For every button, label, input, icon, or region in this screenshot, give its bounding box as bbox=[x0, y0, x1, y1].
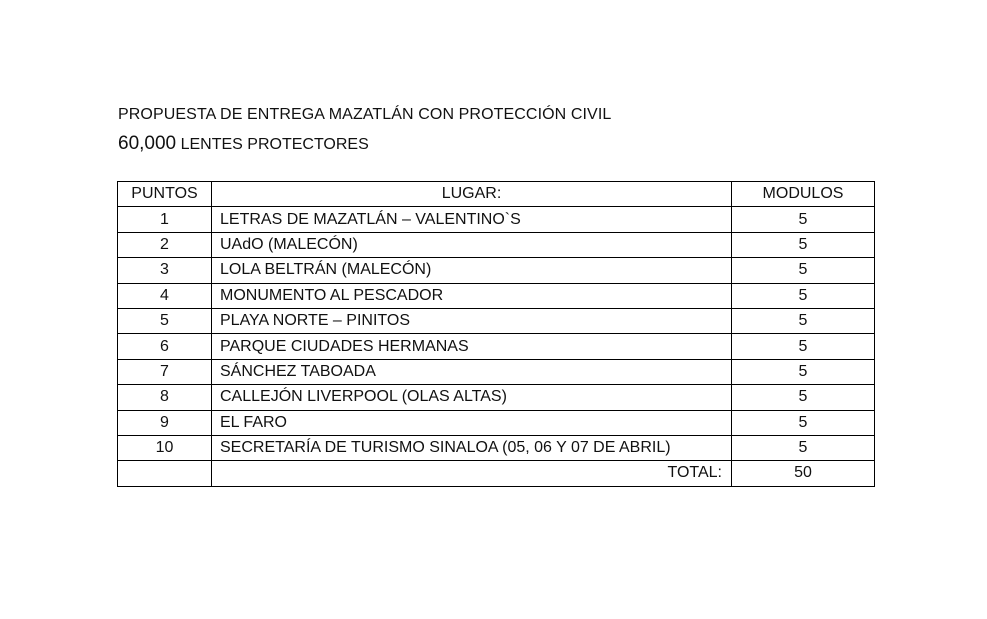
table-body bbox=[118, 207, 875, 461]
table-row bbox=[118, 283, 875, 308]
row-modulos: 5 bbox=[732, 207, 875, 232]
row-lugar: SÁNCHEZ TABOADA bbox=[212, 359, 732, 384]
table-row bbox=[118, 308, 875, 333]
table-row bbox=[118, 232, 875, 257]
row-modulos: 5 bbox=[732, 258, 875, 283]
table-total-row bbox=[118, 461, 875, 486]
row-punto: 5 bbox=[118, 308, 212, 333]
row-modulos: 5 bbox=[732, 308, 875, 333]
row-lugar: PLAYA NORTE – PINITOS bbox=[212, 308, 732, 333]
table-row bbox=[118, 258, 875, 283]
row-punto: 2 bbox=[118, 232, 212, 257]
row-modulos: 5 bbox=[732, 410, 875, 435]
row-modulos: 5 bbox=[732, 283, 875, 308]
row-lugar: LETRAS DE MAZATLÁN – VALENTINO`S bbox=[212, 207, 732, 232]
row-modulos: 5 bbox=[732, 435, 875, 460]
row-punto: 7 bbox=[118, 359, 212, 384]
subtitle-number: 60,000 bbox=[118, 133, 177, 154]
delivery-points-table bbox=[117, 181, 875, 487]
row-punto: 9 bbox=[118, 410, 212, 435]
row-lugar: SECRETARÍA DE TURISMO SINALOA (05, 06 Y 07 DE ABRIL) bbox=[212, 435, 732, 460]
row-punto: 8 bbox=[118, 385, 212, 410]
row-modulos: 5 bbox=[732, 359, 875, 384]
total-label: TOTAL: bbox=[212, 461, 732, 486]
table-row bbox=[118, 334, 875, 359]
row-punto: 6 bbox=[118, 334, 212, 359]
row-lugar: UAdO (MALECÓN) bbox=[212, 232, 732, 257]
row-lugar: LOLA BELTRÁN (MALECÓN) bbox=[212, 258, 732, 283]
document-title: PROPUESTA DE ENTREGA MAZATLÁN CON PROTECCIÓN CIVIL bbox=[118, 106, 612, 123]
row-punto: 4 bbox=[118, 283, 212, 308]
header-lugar: LUGAR: bbox=[212, 182, 732, 207]
table-row bbox=[118, 359, 875, 384]
table-header-row bbox=[118, 182, 875, 207]
row-modulos: 5 bbox=[732, 385, 875, 410]
table-row bbox=[118, 207, 875, 232]
total-empty-cell bbox=[118, 461, 212, 486]
row-modulos: 5 bbox=[732, 232, 875, 257]
header-modulos: MODULOS bbox=[732, 182, 875, 207]
row-lugar: MONUMENTO AL PESCADOR bbox=[212, 283, 732, 308]
document-subtitle bbox=[118, 133, 369, 155]
row-punto: 3 bbox=[118, 258, 212, 283]
row-lugar: PARQUE CIUDADES HERMANAS bbox=[212, 334, 732, 359]
table-row bbox=[118, 385, 875, 410]
row-punto: 1 bbox=[118, 207, 212, 232]
row-lugar: CALLEJÓN LIVERPOOL (OLAS ALTAS) bbox=[212, 385, 732, 410]
table-row bbox=[118, 410, 875, 435]
subtitle-text: LENTES PROTECTORES bbox=[180, 136, 369, 153]
header-puntos: PUNTOS bbox=[118, 182, 212, 207]
row-punto: 10 bbox=[118, 435, 212, 460]
table-row bbox=[118, 435, 875, 460]
row-modulos: 5 bbox=[732, 334, 875, 359]
row-lugar: EL FARO bbox=[212, 410, 732, 435]
total-value: 50 bbox=[732, 461, 875, 486]
